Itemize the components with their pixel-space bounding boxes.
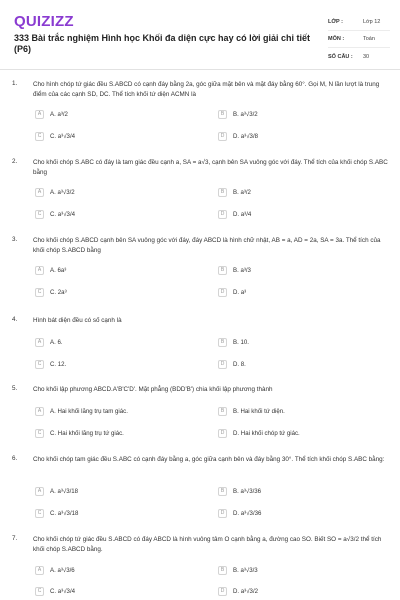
question-text: Cho khối chóp S.ABC có đáy là tam giác đều cạnh a, SA = a√3, cạnh bên SA vuông góc với đáy. Thể tích của khối chóp S.ABC bằng [33, 159, 388, 176]
question-number: 5. [12, 385, 18, 392]
question-number: 4. [12, 316, 18, 323]
option-text: C. 12. [50, 360, 67, 368]
option-letter-box: A [35, 338, 44, 347]
option-a[interactable] [35, 485, 78, 497]
option-a[interactable] [35, 336, 63, 348]
option-d[interactable] [218, 208, 251, 220]
option-text: D. Hai khối chóp tứ giác. [233, 429, 300, 437]
option-letter-box: B [218, 407, 227, 416]
option-text: C. a³√3/4 [50, 587, 76, 595]
option-text: A. a³√3/6 [50, 566, 75, 574]
meta-value: 30 [363, 53, 370, 60]
option-letter-box: A [35, 407, 44, 416]
option-c[interactable] [35, 358, 66, 370]
option-letter-box: D [218, 587, 227, 596]
option-c[interactable] [35, 507, 78, 519]
option-d[interactable] [218, 427, 300, 439]
question-number: 7. [12, 535, 18, 542]
option-b[interactable] [218, 564, 258, 576]
meta-key: LỚP : [328, 19, 343, 25]
option-a[interactable] [35, 264, 66, 276]
option-b[interactable] [218, 108, 258, 120]
option-text: D. a³/4 [233, 210, 252, 218]
quizizz-logo: QUIZIZZ [14, 13, 74, 30]
option-text: B. a³√3/3 [233, 566, 258, 574]
option-letter-box: B [218, 487, 227, 496]
option-letter-box: C [35, 288, 44, 297]
option-text: D. a³√3/36 [233, 509, 262, 517]
option-text: C. Hai khối lăng trụ tứ giác. [50, 429, 124, 437]
meta-value: Lớp 12 [363, 19, 381, 25]
option-letter-box: B [218, 566, 227, 575]
option-letter-box: B [218, 266, 227, 275]
option-d[interactable] [218, 130, 258, 142]
option-text: B. a³/3 [233, 266, 251, 274]
option-letter-box: D [218, 360, 227, 369]
option-text: A. a³√3/18 [50, 487, 79, 495]
option-text: D. a³√3/8 [233, 132, 259, 140]
option-text: B. a³√3/36 [233, 487, 262, 495]
option-text: A. a³/2 [50, 110, 68, 118]
option-d[interactable] [218, 507, 261, 519]
option-letter-box: A [35, 188, 44, 197]
option-d[interactable] [218, 286, 246, 298]
meta-key: SỐ CÂU : [328, 53, 353, 60]
question-number: 2. [12, 158, 18, 165]
meta-row-class [328, 14, 390, 31]
option-text: C. 2a³ [50, 288, 67, 296]
option-text: B. a³/2 [233, 188, 251, 196]
option-c[interactable] [35, 130, 75, 142]
option-d[interactable] [218, 358, 246, 370]
option-c[interactable] [35, 208, 75, 220]
option-letter-box: A [35, 566, 44, 575]
option-letter-box: C [35, 210, 44, 219]
question-text: Cho khối chóp tam giác đều S.ABC có cạnh đáy bằng a, góc giữa cạnh bên và đáy bằng 30°. Thể tích khối chóp S.ABC bằng: [33, 456, 385, 463]
option-c[interactable] [35, 585, 75, 597]
option-text: B. Hai khối tứ diện. [233, 407, 285, 415]
option-a[interactable] [35, 108, 68, 120]
option-text: A. 6a³ [50, 266, 67, 274]
option-a[interactable] [35, 405, 128, 417]
question-number: 3. [12, 236, 18, 243]
question-number: 1. [12, 80, 18, 87]
option-text: D. a³√3/2 [233, 587, 259, 595]
option-text: A. Hai khối lăng trụ tam giác. [50, 407, 128, 415]
option-text: D. 8. [233, 360, 246, 368]
meta-table [328, 14, 390, 65]
option-c[interactable] [35, 286, 67, 298]
option-text: A. 6. [50, 338, 63, 346]
meta-value: Toán [363, 36, 375, 42]
option-text: B. a³√3/2 [233, 110, 258, 118]
option-letter-box: C [35, 509, 44, 518]
option-text: C. a³√3/4 [50, 210, 76, 218]
meta-row-count [328, 48, 390, 65]
header-divider [0, 69, 400, 70]
option-letter-box: C [35, 587, 44, 596]
question-number: 6. [12, 455, 18, 462]
option-letter-box: D [218, 509, 227, 518]
option-text: C. a³√3/18 [50, 509, 79, 517]
option-letter-box: D [218, 429, 227, 438]
question-text: Cho khối chóp tứ giác đều S.ABCD có đáy ABCD là hình vuông tâm O cạnh bằng a, đường cao SO. Biết SO = a√3/2 thể tích khối chóp S.ABCD bằng. [33, 536, 382, 553]
option-letter-box: C [35, 360, 44, 369]
question-text: Cho hình chóp tứ giác đều S.ABCD có cạnh đáy bằng 2a, góc giữa mặt bên và mặt đáy bằng 60°. Gọi M, N lần lượt là trung điểm của các cạnh SD, DC. Thể tích khối tứ diện ACMN là [33, 81, 380, 98]
option-b[interactable] [218, 485, 261, 497]
question-text: Hình bát diện đều có số cạnh là [33, 317, 122, 324]
option-text: D. a³ [233, 288, 247, 296]
option-letter-box: D [218, 210, 227, 219]
option-letter-box: A [35, 266, 44, 275]
question-text: Cho khối lập phương ABCD.A'B'C'D'. Mặt phẳng (BDD'B') chia khối lập phương thành [33, 386, 273, 393]
option-c[interactable] [35, 427, 124, 439]
option-letter-box: A [35, 110, 44, 119]
option-letter-box: B [218, 110, 227, 119]
page-title: 333 Bài trắc nghiệm Hình học Khối đa diện cực hay có lời giải chi tiết (P6) [14, 33, 310, 54]
option-a[interactable] [35, 186, 75, 198]
page-header [0, 0, 400, 62]
option-letter-box: B [218, 338, 227, 347]
meta-row-subject [328, 31, 390, 48]
option-letter-box: B [218, 188, 227, 197]
option-text: B. 10. [233, 338, 249, 346]
meta-key: MÔN : [328, 36, 345, 42]
option-text: A. a³√3/2 [50, 188, 75, 196]
option-b[interactable] [218, 264, 251, 276]
question-text: Cho khối chóp S.ABCD cạnh bên SA vuông góc với đáy, đáy ABCD là hình chữ nhật, AB = a, AD = 2a, SA = 3a. Thể tích của khối chóp S.ABCD bằng [33, 237, 381, 254]
option-letter-box: A [35, 487, 44, 496]
option-text: C. a³√3/4 [50, 132, 76, 140]
option-d[interactable] [218, 585, 258, 597]
option-b[interactable] [218, 336, 249, 348]
option-a[interactable] [35, 564, 75, 576]
option-letter-box: C [35, 132, 44, 141]
option-b[interactable] [218, 405, 285, 417]
option-letter-box: D [218, 288, 227, 297]
option-b[interactable] [218, 186, 251, 198]
option-letter-box: C [35, 429, 44, 438]
option-letter-box: D [218, 132, 227, 141]
